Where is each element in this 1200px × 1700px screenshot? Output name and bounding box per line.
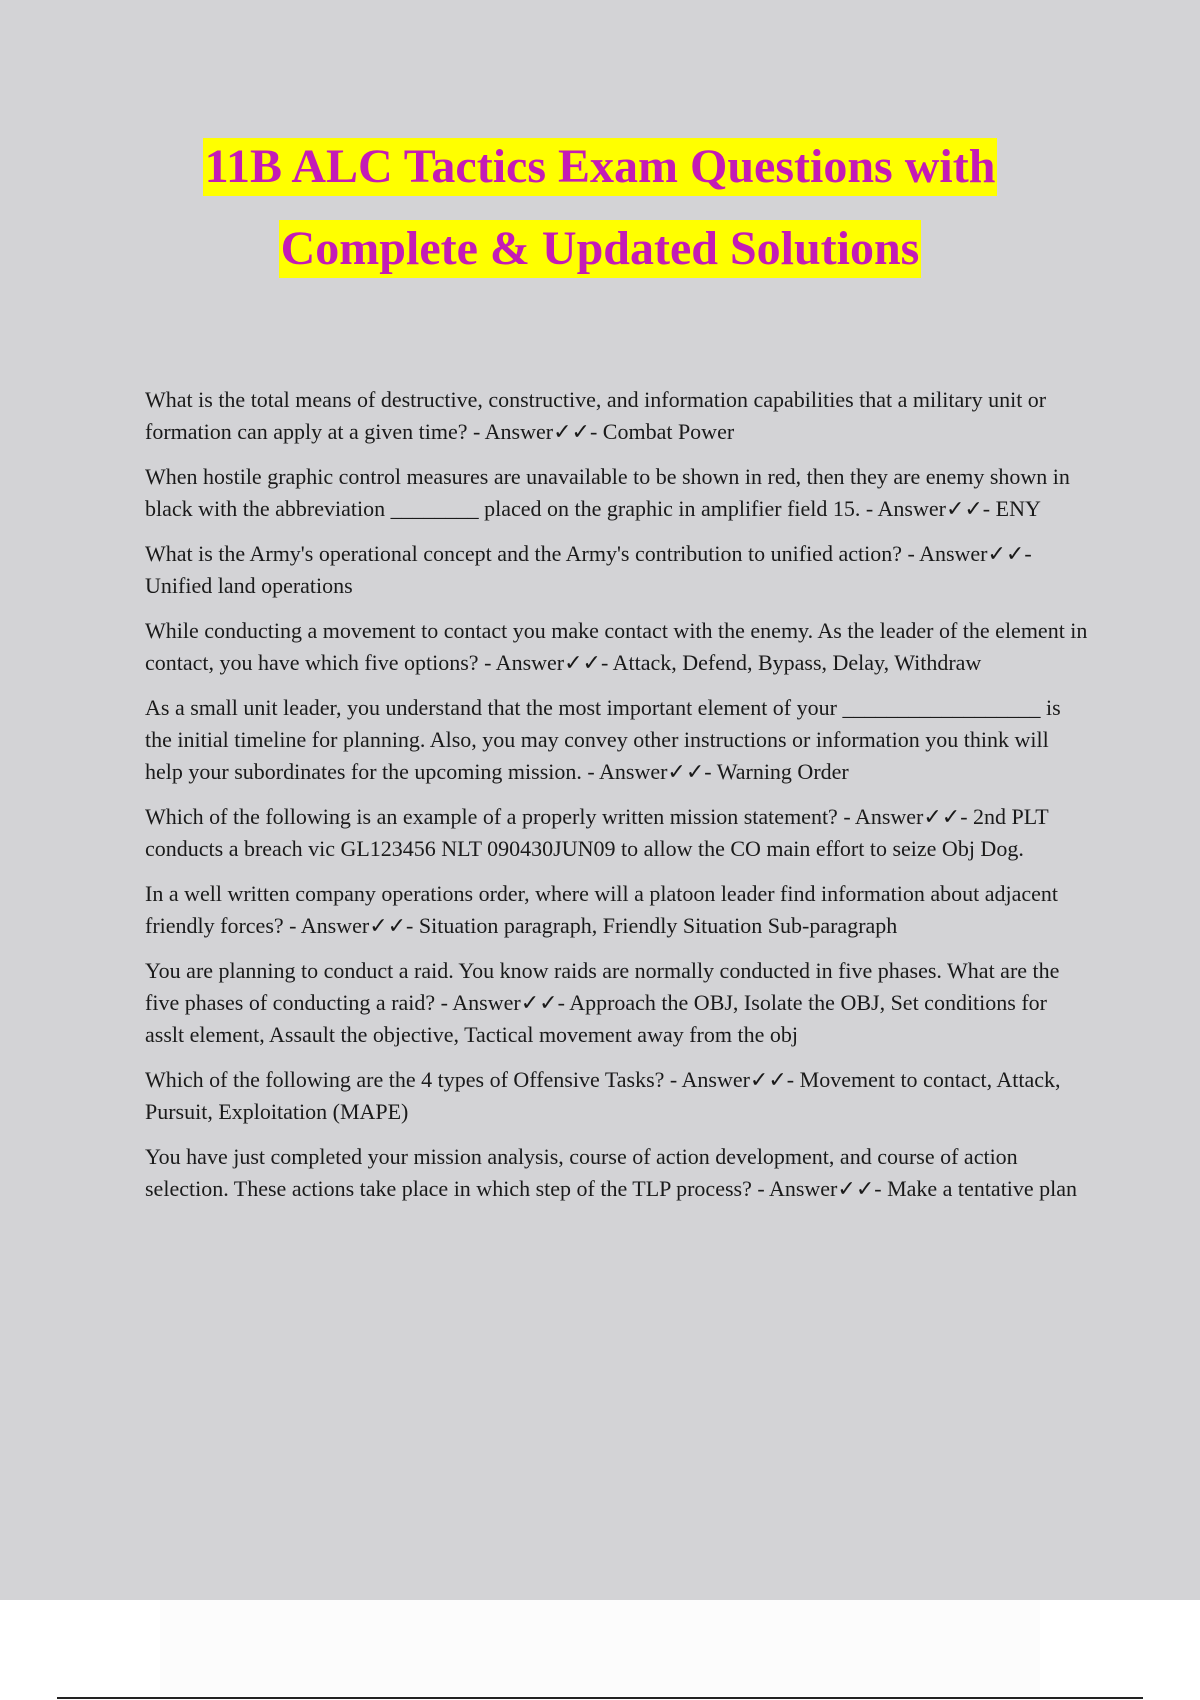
qa-item: As a small unit leader, you understand that the most important element of your __________________ is the initial timeline for planning. Also, you may convey other instructions or information you think will help your subordinates for the upcoming mission. - Answer✓✓- Warning Order: [145, 695, 1061, 784]
qa-list: [145, 384, 1090, 1218]
qa-item: You have just completed your mission analysis, course of action development, and course of action selection. These actions take place in which step of the TLP process? - Answer✓✓- Make a tentative plan: [145, 1144, 1078, 1201]
qa-item: What is the Army's operational concept and the Army's contribution to unified action? - Answer✓✓- Unified land operations: [145, 541, 1032, 598]
qa-item: What is the total means of destructive, constructive, and information capabilities that a military unit or formation can apply at a given time? - Answer✓✓- Combat Power: [145, 387, 1047, 444]
document-title: [0, 138, 1200, 278]
page-divider: [57, 1697, 1143, 1699]
qa-item: Which of the following is an example of a properly written mission statement? - Answer✓✓- 2nd PLT conducts a breach vic GL123456 NLT 090430JUN09 to allow the CO main effort to seize Obj Dog.: [145, 804, 1049, 861]
qa-item: In a well written company operations order, where will a platoon leader find information about adjacent friendly forces? - Answer✓✓- Situation paragraph, Friendly Situation Sub-paragraph: [145, 881, 1059, 938]
qa-item: When hostile graphic control measures are unavailable to be shown in red, then they are enemy shown in black with the abbreviation ________ placed on the graphic in amplifier field 15. - Answer✓✓- ENY: [145, 464, 1070, 521]
qa-item: Which of the following are the 4 types of Offensive Tasks? - Answer✓✓- Movement to contact, Attack, Pursuit, Exploitation (MAPE): [145, 1067, 1061, 1124]
title-line-2: Complete & Updated Solutions: [279, 220, 922, 278]
title-line-1: 11B ALC Tactics Exam Questions with: [203, 138, 998, 196]
qa-item: While conducting a movement to contact you make contact with the enemy. As the leader of the element in contact, you have which five options? - Answer✓✓- Attack, Defend, Bypass, Delay, Withdraw: [145, 618, 1088, 675]
qa-item: You are planning to conduct a raid. You know raids are normally conducted in five phases. What are the five phases of conducting a raid? - Answer✓✓- Approach the OBJ, Isolate the OBJ, Set conditions for asslt element, Assault the objective, Tactical movement away from the obj: [145, 958, 1060, 1047]
next-page-preview: [160, 1600, 1040, 1696]
